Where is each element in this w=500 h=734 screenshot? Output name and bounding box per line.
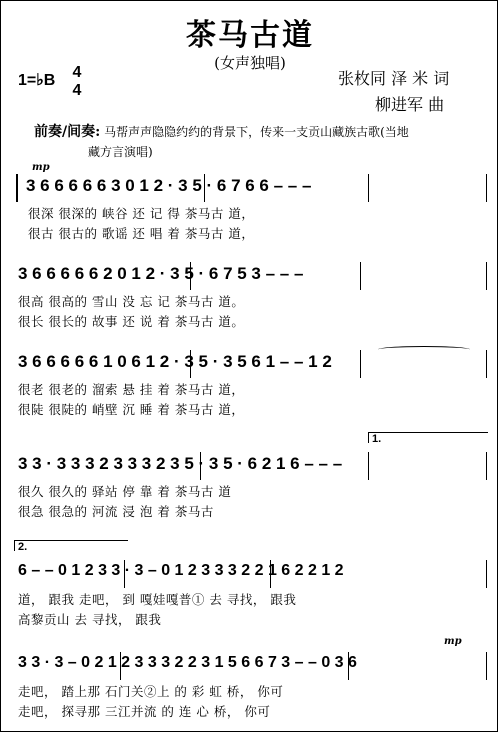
lyric-row: 很久 很久的 驿站 停 靠 着 茶马古 道 xyxy=(18,484,232,499)
lyric-row: 走吧， 探寻那 三江并流 的 连 心 桥， 你可 xyxy=(18,704,271,719)
notes-row: 3 6 6 6 6 6 1 0 6 1 2 · 3 5 · 3 5 6 1 – – 1 2 xyxy=(18,352,332,371)
lyric-row: 很古 很古的 歌谣 还 唱 着 茶马古 道， xyxy=(28,226,255,241)
barline xyxy=(16,174,18,202)
lyric-row: 道， 跟我 走吧， 到 嘎娃嘎普① 去 寻找， 跟我 xyxy=(18,592,297,607)
volta-bracket: 2. xyxy=(14,540,128,551)
lyric-row: 很老 很老的 溜索 悬 挂 着 茶马古 道， xyxy=(18,382,245,397)
song-subtitle: (女声独唱) xyxy=(214,54,286,72)
lyricist-credit: 张枚同 泽 米 词 xyxy=(338,69,450,88)
lyric-row: 很深 很深的 峡谷 还 记 得 茶马古 道， xyxy=(28,206,255,221)
song-title: 茶马古道 xyxy=(186,18,314,53)
lyric-row: 很长 很长的 故事 还 说 着 茶马古 道。 xyxy=(18,314,245,329)
notes-row: 3 6 6 6 6 6 2 0 1 2 · 3 5 · 6 7 5 3 – – – xyxy=(18,264,304,283)
time-signature xyxy=(68,64,86,100)
lyric-row: 很高 很高的 雪山 没 忘 记 茶马古 道。 xyxy=(18,294,245,309)
composer-credit: 柳进军 曲 xyxy=(375,95,445,114)
prelude-text-2: 藏方言演唱) xyxy=(88,145,153,159)
lyric-row: 高黎贡山 去 寻找， 跟我 xyxy=(18,612,162,627)
prelude-label: 前奏/间奏: xyxy=(34,124,101,140)
notes-row: 3 3 · 3 3 3 2 3 3 3 2 3 5 · 3 5 · 6 2 1 6 – – – xyxy=(18,454,343,473)
notes-row: 6 – – 0 1 2 3 3 · 3 – 0 1 2 3 3 3 2 2 1 6 2 2 1 2 xyxy=(18,562,344,579)
prelude-text: 马帮声声隐隐约约的背景下，传来一支贡山藏族古歌(当地 xyxy=(104,125,409,139)
time-bottom: 4 xyxy=(72,82,82,99)
dynamic-mark: mp xyxy=(32,162,50,173)
dynamic-mark: mp xyxy=(444,636,462,647)
lyric-row: 走吧， 踏上那 石门关②上 的 彩 虹 桥， 你可 xyxy=(18,684,284,699)
volta-bracket: 1. xyxy=(368,432,488,443)
lyric-row: 很陡 很陡的 峭壁 沉 睡 着 茶马古 道， xyxy=(18,402,245,417)
prelude-note xyxy=(34,122,484,162)
time-top: 4 xyxy=(72,64,82,81)
notes-row: 3 6 6 6 6 6 3 0 1 2 · 3 5 · 6 7 6 6 – – – xyxy=(26,176,312,195)
notes-row: 3 3 · 3 – 0 2 1 2 3 3 3 2 2 3 1 5 6 6 7 3 – – 0 3 6 xyxy=(18,654,357,671)
key-signature: 1=♭B xyxy=(18,72,56,89)
lyric-row: 很急 很急的 河流 浸 泡 着 茶马古 xyxy=(18,504,214,519)
